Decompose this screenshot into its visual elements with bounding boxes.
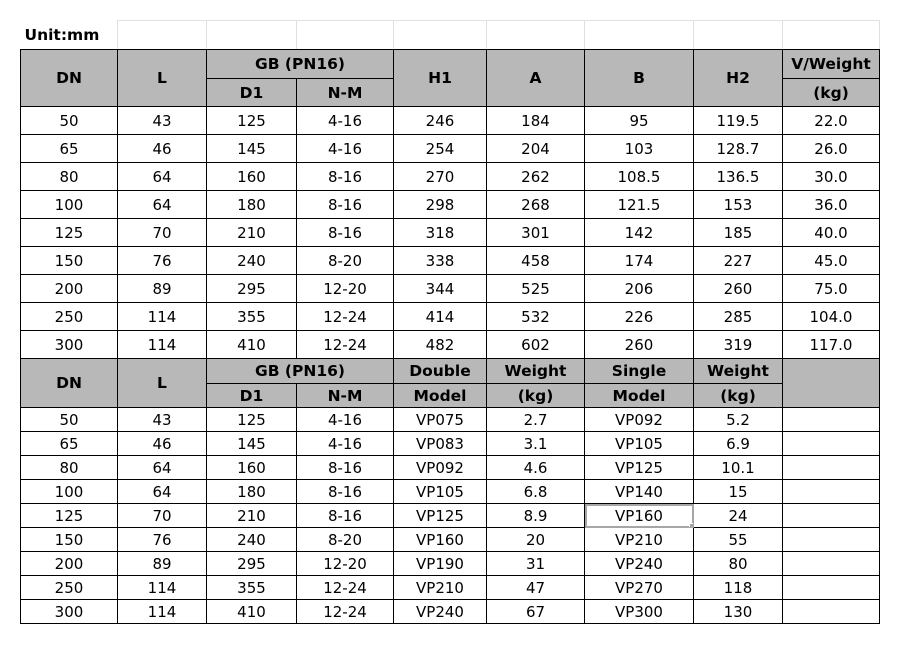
table-cell[interactable]: 8-20 bbox=[297, 528, 394, 552]
table-cell[interactable]: 8-16 bbox=[297, 480, 394, 504]
table-cell[interactable]: 114 bbox=[118, 600, 207, 624]
table-cell[interactable]: 64 bbox=[118, 456, 207, 480]
header-kg2-cell[interactable]: (kg) bbox=[694, 384, 783, 408]
table-cell[interactable]: 80 bbox=[694, 552, 783, 576]
table-cell[interactable]: 136.5 bbox=[694, 163, 783, 191]
table-cell[interactable]: 295 bbox=[207, 552, 297, 576]
table-cell[interactable]: 65 bbox=[21, 135, 118, 163]
table-cell[interactable]: 47 bbox=[487, 576, 585, 600]
table-cell[interactable]: 8-16 bbox=[297, 163, 394, 191]
table-cell[interactable]: 4-16 bbox=[297, 432, 394, 456]
table-cell[interactable]: VP240 bbox=[585, 552, 694, 576]
table-cell[interactable]: 410 bbox=[207, 331, 297, 359]
table-cell[interactable]: 250 bbox=[21, 303, 118, 331]
table-cell[interactable]: 185 bbox=[694, 219, 783, 247]
table1-body bbox=[21, 107, 880, 359]
table-cell[interactable]: 64 bbox=[118, 191, 207, 219]
table-cell[interactable]: 89 bbox=[118, 275, 207, 303]
table-cell[interactable]: 46 bbox=[118, 432, 207, 456]
table-cell[interactable]: 270 bbox=[394, 163, 487, 191]
header-d1-cell[interactable]: D1 bbox=[207, 79, 297, 107]
header-gb-cell[interactable]: GB (PN16) bbox=[207, 359, 394, 384]
table-cell[interactable]: 119.5 bbox=[694, 107, 783, 135]
table-cell[interactable]: 262 bbox=[487, 163, 585, 191]
table-cell[interactable]: VP083 bbox=[394, 432, 487, 456]
header-double-cell[interactable]: Double bbox=[394, 359, 487, 384]
table-cell[interactable]: VP092 bbox=[394, 456, 487, 480]
table-cell[interactable]: VP210 bbox=[585, 528, 694, 552]
table-cell[interactable]: 15 bbox=[694, 480, 783, 504]
table-cell[interactable]: 180 bbox=[207, 480, 297, 504]
table-cell[interactable]: 65 bbox=[21, 432, 118, 456]
table-cell[interactable]: 128.7 bbox=[694, 135, 783, 163]
table-cell[interactable]: 142 bbox=[585, 219, 694, 247]
table-cell[interactable]: 150 bbox=[21, 528, 118, 552]
table-cell[interactable]: 319 bbox=[694, 331, 783, 359]
table-cell[interactable]: 30.0 bbox=[783, 163, 880, 191]
table-cell[interactable]: 45.0 bbox=[783, 247, 880, 275]
table-cell[interactable]: 240 bbox=[207, 247, 297, 275]
header-a-cell[interactable]: A bbox=[487, 50, 585, 107]
table-cell[interactable]: 301 bbox=[487, 219, 585, 247]
header-l-cell[interactable]: L bbox=[118, 359, 207, 408]
table-cell[interactable]: 260 bbox=[694, 275, 783, 303]
table-cell[interactable]: 285 bbox=[694, 303, 783, 331]
header-weight2-cell[interactable]: Weight bbox=[694, 359, 783, 384]
header-vweight-cell[interactable]: V/Weight bbox=[783, 50, 880, 79]
empty-cell[interactable] bbox=[297, 21, 394, 50]
table-cell[interactable]: 204 bbox=[487, 135, 585, 163]
table-cell[interactable]: 76 bbox=[118, 528, 207, 552]
table-cell[interactable]: VP160 bbox=[394, 528, 487, 552]
header-kg-cell[interactable]: (kg) bbox=[783, 79, 880, 107]
table2-header bbox=[21, 359, 880, 408]
spec-table bbox=[20, 20, 880, 624]
table-cell[interactable] bbox=[783, 576, 880, 600]
header-d1-cell[interactable]: D1 bbox=[207, 384, 297, 408]
table-cell[interactable]: 43 bbox=[118, 408, 207, 432]
table-cell[interactable]: 254 bbox=[394, 135, 487, 163]
table-cell[interactable]: 43 bbox=[118, 107, 207, 135]
table-cell[interactable]: 6.9 bbox=[694, 432, 783, 456]
header-single-cell[interactable]: Single bbox=[585, 359, 694, 384]
table-row bbox=[21, 135, 880, 163]
table-cell[interactable]: 344 bbox=[394, 275, 487, 303]
table-cell[interactable]: 125 bbox=[21, 219, 118, 247]
table-row bbox=[21, 528, 880, 552]
table-row bbox=[21, 331, 880, 359]
table-row bbox=[21, 504, 880, 528]
spreadsheet-grid bbox=[20, 20, 880, 624]
table-cell[interactable]: 50 bbox=[21, 408, 118, 432]
table-row bbox=[21, 163, 880, 191]
table-cell[interactable]: VP240 bbox=[394, 600, 487, 624]
table-cell[interactable]: 602 bbox=[487, 331, 585, 359]
table-cell[interactable]: 130 bbox=[694, 600, 783, 624]
table-cell[interactable]: 210 bbox=[207, 219, 297, 247]
table-cell[interactable]: 70 bbox=[118, 504, 207, 528]
table-row bbox=[21, 456, 880, 480]
table-cell[interactable]: 76 bbox=[118, 247, 207, 275]
table-cell[interactable]: 50 bbox=[21, 107, 118, 135]
table-cell[interactable]: 226 bbox=[585, 303, 694, 331]
table-cell[interactable]: 227 bbox=[694, 247, 783, 275]
table-row bbox=[21, 432, 880, 456]
table-cell[interactable]: 355 bbox=[207, 303, 297, 331]
header-model1-cell[interactable]: Model bbox=[394, 384, 487, 408]
table-cell[interactable]: 46 bbox=[118, 135, 207, 163]
table-row bbox=[21, 576, 880, 600]
table-cell[interactable]: 31 bbox=[487, 552, 585, 576]
table-cell[interactable] bbox=[783, 504, 880, 528]
table-cell[interactable]: 12-24 bbox=[297, 600, 394, 624]
table-cell[interactable]: 145 bbox=[207, 432, 297, 456]
table-cell[interactable]: 260 bbox=[585, 331, 694, 359]
empty-cell[interactable] bbox=[207, 21, 297, 50]
table-cell[interactable]: 3.1 bbox=[487, 432, 585, 456]
table-cell[interactable]: 8.9 bbox=[487, 504, 585, 528]
table-cell[interactable]: 100 bbox=[21, 480, 118, 504]
table-cell[interactable]: 12-24 bbox=[297, 576, 394, 600]
table-cell[interactable]: 4.6 bbox=[487, 456, 585, 480]
table-cell[interactable]: 298 bbox=[394, 191, 487, 219]
table-cell[interactable]: 100 bbox=[21, 191, 118, 219]
header-dn-cell[interactable]: DN bbox=[21, 359, 118, 408]
table-cell[interactable]: 12-24 bbox=[297, 303, 394, 331]
table-cell[interactable]: 160 bbox=[207, 163, 297, 191]
header-nm-cell[interactable]: N-M bbox=[297, 79, 394, 107]
table-cell[interactable]: 5.2 bbox=[694, 408, 783, 432]
table-cell[interactable]: 8-16 bbox=[297, 504, 394, 528]
empty-cell[interactable] bbox=[694, 21, 783, 50]
table-cell[interactable]: 104.0 bbox=[783, 303, 880, 331]
table-row bbox=[21, 191, 880, 219]
header-nm-cell[interactable]: N-M bbox=[297, 384, 394, 408]
table-cell[interactable]: 121.5 bbox=[585, 191, 694, 219]
table-cell[interactable]: 268 bbox=[487, 191, 585, 219]
table2-header-row-1 bbox=[21, 359, 880, 384]
table-cell[interactable]: 36.0 bbox=[783, 191, 880, 219]
table-cell[interactable]: 6.8 bbox=[487, 480, 585, 504]
table-row bbox=[21, 480, 880, 504]
table-cell[interactable]: 114 bbox=[118, 331, 207, 359]
table-row bbox=[21, 600, 880, 624]
header-h1-cell[interactable]: H1 bbox=[394, 50, 487, 107]
table-cell[interactable]: 125 bbox=[21, 504, 118, 528]
table-cell[interactable]: 240 bbox=[207, 528, 297, 552]
table-cell[interactable]: 246 bbox=[394, 107, 487, 135]
table-cell[interactable]: 64 bbox=[118, 480, 207, 504]
table-cell[interactable]: 55 bbox=[694, 528, 783, 552]
table-cell[interactable]: 8-16 bbox=[297, 456, 394, 480]
table-cell[interactable]: 210 bbox=[207, 504, 297, 528]
table-cell[interactable]: 114 bbox=[118, 576, 207, 600]
table-cell[interactable]: 300 bbox=[21, 331, 118, 359]
table-cell[interactable]: 160 bbox=[207, 456, 297, 480]
table-cell[interactable] bbox=[783, 552, 880, 576]
table-cell[interactable]: 114 bbox=[118, 303, 207, 331]
header-gb-cell[interactable]: GB (PN16) bbox=[207, 50, 394, 79]
table-cell[interactable]: 184 bbox=[487, 107, 585, 135]
table-cell[interactable]: 10.1 bbox=[694, 456, 783, 480]
table-cell[interactable]: 117.0 bbox=[783, 331, 880, 359]
table-cell[interactable] bbox=[783, 600, 880, 624]
table-cell[interactable]: 525 bbox=[487, 275, 585, 303]
table-cell[interactable]: 145 bbox=[207, 135, 297, 163]
table-cell[interactable]: 180 bbox=[207, 191, 297, 219]
empty-cell[interactable] bbox=[783, 21, 880, 50]
table-row bbox=[21, 275, 880, 303]
table-cell[interactable]: 80 bbox=[21, 163, 118, 191]
table-cell[interactable]: 318 bbox=[394, 219, 487, 247]
table-cell[interactable]: 8-16 bbox=[297, 191, 394, 219]
header-h2-cell[interactable]: H2 bbox=[694, 50, 783, 107]
table-cell[interactable]: 414 bbox=[394, 303, 487, 331]
table-cell[interactable] bbox=[783, 528, 880, 552]
unit-label-cell[interactable]: Unit:mm bbox=[21, 21, 118, 50]
table-cell[interactable]: VP140 bbox=[585, 480, 694, 504]
table-cell[interactable]: VP210 bbox=[394, 576, 487, 600]
table-cell[interactable] bbox=[783, 456, 880, 480]
table-cell[interactable]: 150 bbox=[21, 247, 118, 275]
table-cell[interactable]: VP300 bbox=[585, 600, 694, 624]
table-cell[interactable]: 4-16 bbox=[297, 408, 394, 432]
table-cell[interactable]: 200 bbox=[21, 275, 118, 303]
table-cell[interactable]: 67 bbox=[487, 600, 585, 624]
table-cell[interactable]: VP105 bbox=[585, 432, 694, 456]
table-cell[interactable]: 2.7 bbox=[487, 408, 585, 432]
table-cell[interactable]: 8-16 bbox=[297, 219, 394, 247]
table-cell[interactable]: 458 bbox=[487, 247, 585, 275]
table-row bbox=[21, 247, 880, 275]
table-cell[interactable]: 64 bbox=[118, 163, 207, 191]
table-cell[interactable]: 410 bbox=[207, 600, 297, 624]
empty-cell[interactable] bbox=[118, 21, 207, 50]
header-blank-cell[interactable] bbox=[783, 359, 880, 408]
table-cell[interactable] bbox=[783, 480, 880, 504]
table-cell[interactable]: 103 bbox=[585, 135, 694, 163]
table-cell[interactable]: VP125 bbox=[394, 504, 487, 528]
table-cell[interactable] bbox=[783, 432, 880, 456]
header-kg1-cell[interactable]: (kg) bbox=[487, 384, 585, 408]
table-cell[interactable]: 8-20 bbox=[297, 247, 394, 275]
table-cell[interactable]: 12-20 bbox=[297, 275, 394, 303]
table-cell[interactable]: 22.0 bbox=[783, 107, 880, 135]
table-cell[interactable]: 338 bbox=[394, 247, 487, 275]
table2-body bbox=[21, 408, 880, 624]
header-weight1-cell[interactable]: Weight bbox=[487, 359, 585, 384]
empty-cell[interactable] bbox=[585, 21, 694, 50]
selected-cell[interactable]: VP160 bbox=[585, 504, 694, 528]
table-row bbox=[21, 552, 880, 576]
header-l-cell[interactable]: L bbox=[118, 50, 207, 107]
table-cell[interactable]: 75.0 bbox=[783, 275, 880, 303]
header-model2-cell[interactable]: Model bbox=[585, 384, 694, 408]
table-cell[interactable]: 532 bbox=[487, 303, 585, 331]
table-cell[interactable]: 206 bbox=[585, 275, 694, 303]
table-cell[interactable]: 250 bbox=[21, 576, 118, 600]
table-cell[interactable]: 200 bbox=[21, 552, 118, 576]
table-cell[interactable]: 4-16 bbox=[297, 135, 394, 163]
table-cell[interactable]: 4-16 bbox=[297, 107, 394, 135]
table-cell[interactable]: 40.0 bbox=[783, 219, 880, 247]
table-cell[interactable] bbox=[783, 408, 880, 432]
table-cell[interactable]: 108.5 bbox=[585, 163, 694, 191]
table-cell[interactable]: 12-20 bbox=[297, 552, 394, 576]
table-row bbox=[21, 303, 880, 331]
unit-row bbox=[21, 21, 880, 50]
header-dn-cell[interactable]: DN bbox=[21, 50, 118, 107]
table-cell[interactable]: 95 bbox=[585, 107, 694, 135]
table-row bbox=[21, 408, 880, 432]
table-cell[interactable]: 118 bbox=[694, 576, 783, 600]
table-row bbox=[21, 219, 880, 247]
table-cell[interactable]: 174 bbox=[585, 247, 694, 275]
header-b-cell[interactable]: B bbox=[585, 50, 694, 107]
table-cell[interactable]: 355 bbox=[207, 576, 297, 600]
table-cell[interactable]: 20 bbox=[487, 528, 585, 552]
table-cell[interactable]: 125 bbox=[207, 408, 297, 432]
empty-cell[interactable] bbox=[487, 21, 585, 50]
table-cell[interactable]: 153 bbox=[694, 191, 783, 219]
table-cell[interactable]: VP190 bbox=[394, 552, 487, 576]
table1-header-row-1 bbox=[21, 50, 880, 79]
table-cell[interactable]: 295 bbox=[207, 275, 297, 303]
table-cell[interactable]: VP270 bbox=[585, 576, 694, 600]
table-cell[interactable]: VP105 bbox=[394, 480, 487, 504]
table-cell[interactable]: VP075 bbox=[394, 408, 487, 432]
table-cell[interactable]: 12-24 bbox=[297, 331, 394, 359]
table-cell[interactable]: 89 bbox=[118, 552, 207, 576]
table-cell[interactable]: 80 bbox=[21, 456, 118, 480]
table-row bbox=[21, 107, 880, 135]
table-cell[interactable]: VP125 bbox=[585, 456, 694, 480]
table-cell[interactable]: 300 bbox=[21, 600, 118, 624]
table-cell[interactable]: 24 bbox=[694, 504, 783, 528]
table-cell[interactable]: 26.0 bbox=[783, 135, 880, 163]
table-cell[interactable]: 125 bbox=[207, 107, 297, 135]
table-cell[interactable]: VP092 bbox=[585, 408, 694, 432]
table-cell[interactable]: 482 bbox=[394, 331, 487, 359]
table-cell[interactable]: 70 bbox=[118, 219, 207, 247]
empty-cell[interactable] bbox=[394, 21, 487, 50]
